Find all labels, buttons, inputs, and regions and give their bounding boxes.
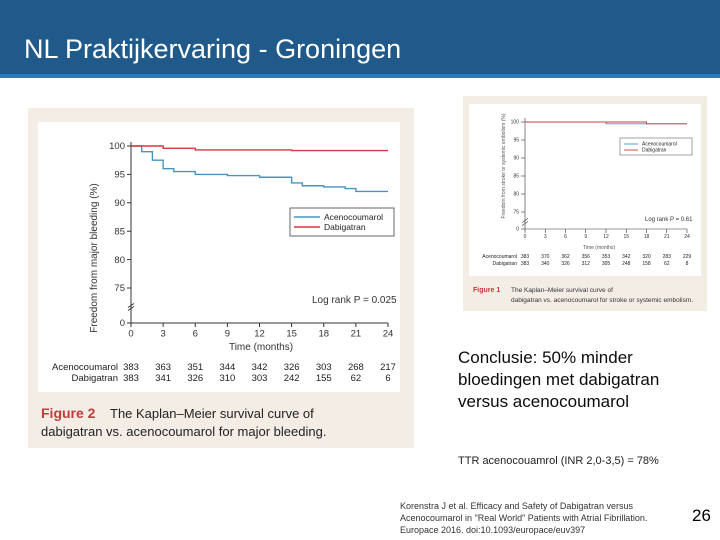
fig1-at-risk-count: 353 (601, 254, 611, 260)
conclusion-text: Conclusie: 50% minder bloedingen met dabigatran versus acenocoumarol (458, 348, 660, 411)
fig2-x-tick-label: 24 (382, 328, 394, 340)
figure-2-legend (290, 208, 394, 236)
fig1-at-risk-row-label: Acenocoumarol (482, 254, 517, 260)
fig2-at-risk-count: 363 (155, 362, 172, 373)
slide-header (0, 0, 720, 78)
reference-citation: Korenstra J et al. Efficacy and Safety of Dabigatran versus Acenocoumarol in "Real World" Patients with Atrial Fibrillation. Europace 2016. doi:10.1093/europace/euv397 (400, 501, 648, 535)
fig2-x-tick-label: 15 (286, 328, 297, 340)
figure-2-logrank: Log rank P = 0.025 (312, 295, 397, 306)
figure-1-legend (620, 138, 692, 155)
fig2-at-risk-count: 351 (187, 362, 204, 373)
fig2-y-tick-label: 90 (114, 197, 125, 209)
fig2-at-risk-count: 310 (219, 373, 236, 384)
fig1-legend-label: Dabigatran (642, 147, 667, 154)
fig1-x-tick-label: 0 (523, 234, 527, 240)
fig1-y-tick-label: 100 (510, 119, 519, 126)
fig2-y-tick-label: 85 (114, 226, 125, 238)
fig2-at-risk-count: 217 (380, 362, 396, 373)
figure-2-label: Figure 2 (41, 405, 96, 421)
fig2-y-tick-label: 80 (114, 254, 125, 266)
fig2-at-risk-count: 6 (385, 373, 391, 384)
fig1-y-tick-label: 80 (513, 191, 519, 198)
figure-1-caption-line2: dabigatran vs. acenocoumarol for stroke or systemic embolism. (511, 297, 694, 304)
header-rule (0, 74, 720, 78)
fig1-at-risk-count: 283 (662, 254, 671, 260)
fig1-at-risk-count: 312 (581, 261, 590, 267)
fig2-x-tick-label: 12 (254, 328, 265, 340)
fig2-at-risk-count: 326 (187, 373, 204, 384)
fig2-legend-label: Acenocoumarol (324, 212, 384, 223)
figure-1-chart (463, 96, 707, 311)
fig1-y-tick-label: 85 (513, 173, 519, 180)
figure-2-chart (28, 108, 414, 448)
figure-1-ylabel: Freedom from stroke or systemic embolism (%) (501, 113, 507, 219)
figure-1-xlabel: Time (months) (582, 245, 616, 251)
figure-1-caption-line1: The Kaplan–Meier survival curve of (511, 287, 613, 294)
fig1-at-risk-count: 370 (541, 254, 550, 260)
fig1-at-risk-count: 356 (581, 254, 590, 260)
fig2-at-risk-row-label: Dabigatran (71, 373, 118, 384)
fig2-y-tick-label: 0 (119, 318, 125, 330)
fig1-at-risk-count: 383 (520, 261, 530, 267)
fig2-at-risk-count: 303 (315, 362, 332, 373)
fig1-at-risk-count: 229 (682, 254, 692, 260)
figure-1-logrank: Log rank P = 0.61 (645, 217, 693, 223)
fig1-y-tick-label: 95 (513, 137, 519, 144)
fig1-x-tick-label: 21 (663, 234, 670, 240)
fig1-at-risk-count: 62 (663, 261, 670, 267)
fig2-y-tick-label: 75 (114, 283, 125, 295)
fig2-x-tick-label: 9 (224, 328, 231, 340)
fig2-x-tick-label: 3 (160, 328, 166, 340)
figure-2-ylabel: Freedom from major bleeding (%) (89, 183, 100, 333)
fig2-at-risk-count: 242 (283, 373, 300, 384)
fig2-at-risk-count: 268 (347, 362, 364, 373)
fig1-x-tick-label: 18 (643, 234, 650, 240)
fig2-y-tick-label: 100 (109, 141, 125, 153)
slide-title: NL Praktijkervaring - Groningen (24, 34, 402, 64)
fig1-y-tick-label: 90 (513, 155, 519, 162)
fig1-at-risk-row-label: Dabigatran (492, 261, 517, 267)
fig1-x-tick-label: 12 (603, 234, 609, 240)
fig1-at-risk-count: 362 (561, 254, 570, 260)
ttr-note: TTR acenocouamrol (INR 2,0-3,5) = 78% (458, 455, 659, 467)
fig2-at-risk-count: 383 (123, 362, 139, 373)
figure-2-panel (28, 108, 414, 448)
fig1-at-risk-count: 342 (622, 254, 631, 260)
fig1-at-risk-count: 248 (622, 261, 631, 267)
figure-1-label: Figure 1 (473, 287, 501, 294)
figure-1-panel (463, 96, 707, 311)
figure-2-caption-line1: The Kaplan–Meier survival curve of (110, 406, 314, 421)
fig1-legend-label: Acenocoumarol (642, 141, 677, 148)
fig2-x-tick-label: 0 (128, 328, 134, 340)
fig1-y-tick-label: 0 (516, 226, 519, 233)
fig2-at-risk-count: 326 (283, 362, 300, 373)
fig2-at-risk-count: 341 (155, 373, 172, 384)
fig1-x-tick-label: 3 (543, 234, 547, 240)
fig1-x-tick-label: 9 (584, 234, 588, 240)
fig1-at-risk-count: 340 (541, 261, 550, 267)
fig2-at-risk-count: 155 (315, 373, 332, 384)
fig1-at-risk-count: 326 (561, 261, 570, 267)
fig2-at-risk-count: 62 (350, 373, 362, 384)
fig1-x-tick-label: 6 (564, 234, 567, 240)
fig2-legend-label: Dabigatran (324, 222, 366, 233)
fig1-at-risk-count: 158 (642, 261, 651, 267)
fig1-y-tick-label: 75 (513, 209, 519, 216)
fig2-at-risk-count: 344 (219, 362, 236, 373)
fig1-at-risk-count: 305 (601, 261, 611, 267)
figure-2-caption-line2: dabigatran vs. acenocoumarol for major bleeding. (41, 424, 327, 439)
fig1-x-tick-label: 24 (684, 234, 690, 240)
fig1-x-tick-label: 15 (623, 234, 630, 240)
fig2-at-risk-count: 342 (251, 362, 268, 373)
fig2-at-risk-row-label: Acenocoumarol (51, 362, 118, 373)
fig2-y-tick-label: 95 (114, 169, 125, 181)
page-number: 26 (692, 506, 711, 525)
fig1-at-risk-count: 8 (685, 261, 689, 267)
fig2-x-tick-label: 18 (318, 328, 330, 340)
figure-2-xlabel: Time (months) (228, 342, 294, 353)
fig2-at-risk-count: 303 (251, 373, 268, 384)
fig1-at-risk-count: 383 (520, 254, 530, 260)
fig2-at-risk-count: 383 (123, 373, 139, 384)
fig1-at-risk-count: 320 (642, 254, 651, 260)
fig2-x-tick-label: 6 (192, 328, 198, 340)
fig2-x-tick-label: 21 (350, 328, 362, 340)
